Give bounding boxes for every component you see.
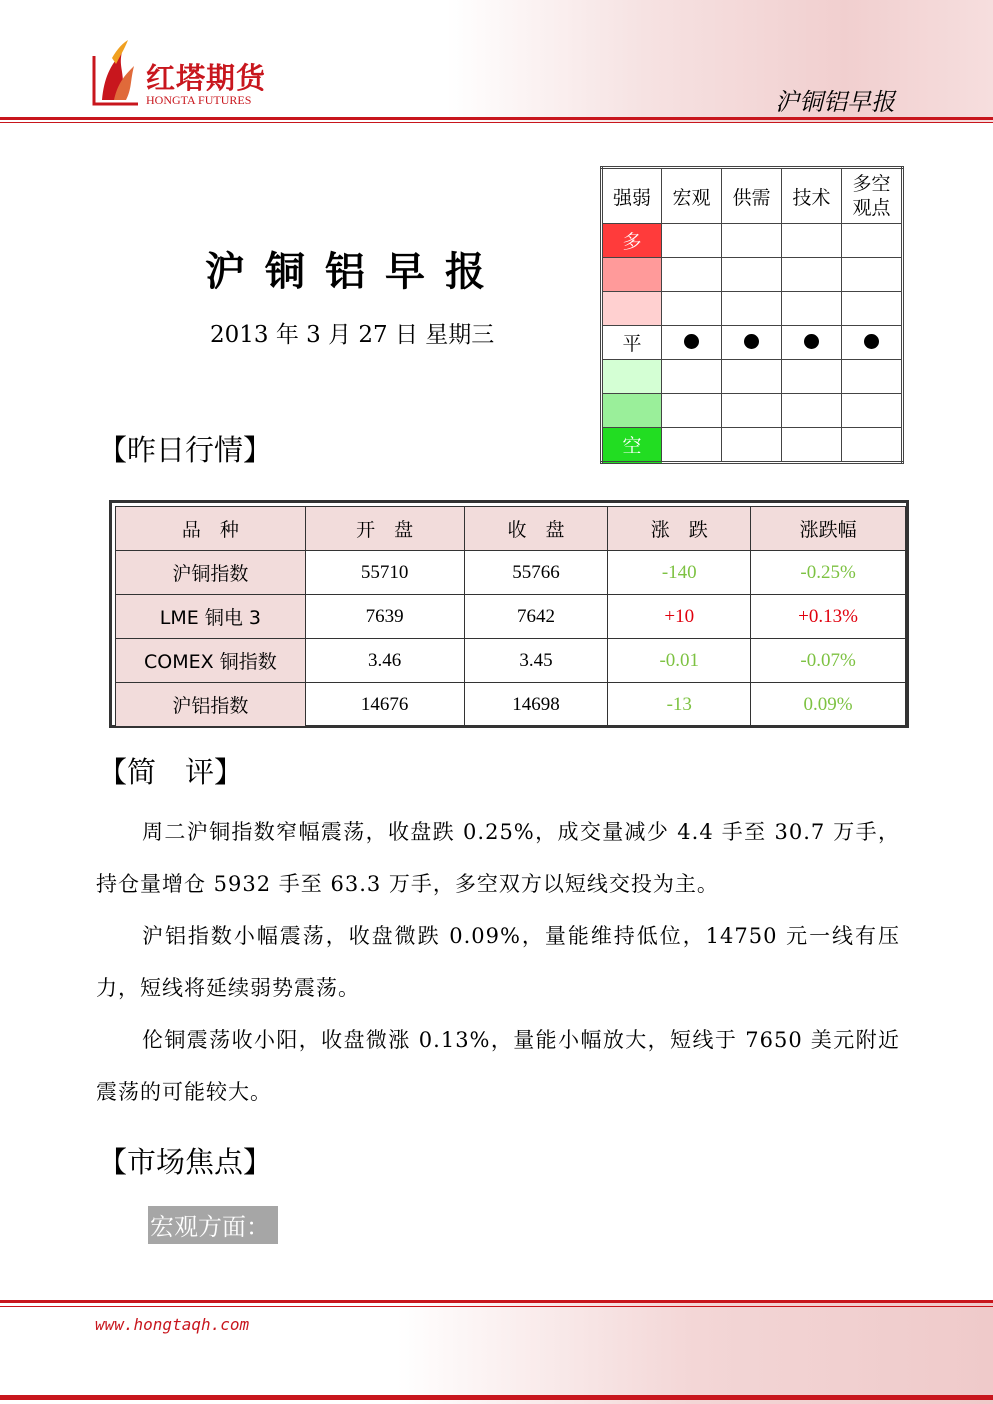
col-header-change: 涨 跌 xyxy=(608,507,751,551)
sentiment-row xyxy=(602,394,903,428)
table-row xyxy=(116,683,906,727)
row-change: -13 xyxy=(608,683,751,727)
report-title: 沪铜铝早报 xyxy=(205,249,505,295)
sentiment-header-technical: 技术 xyxy=(782,168,842,224)
sentiment-cell xyxy=(722,258,782,292)
sentiment-header-macro: 宏观 xyxy=(662,168,722,224)
market-table-header xyxy=(116,507,906,551)
sentiment-cell xyxy=(782,394,842,428)
sentiment-cell xyxy=(842,258,903,292)
sentiment-cell xyxy=(662,258,722,292)
market-table-frame xyxy=(109,500,909,728)
sentiment-header-view-line1: 多空 xyxy=(852,173,891,195)
sentiment-level-bull: 多 xyxy=(602,224,662,258)
sentiment-cell xyxy=(782,224,842,258)
header-report-title: 沪铜铝早报 xyxy=(775,88,895,116)
sentiment-cell xyxy=(722,224,782,258)
logo-flame-icon xyxy=(92,38,140,106)
section-yesterday-heading: 【昨日行情】 xyxy=(98,433,273,467)
sentiment-cell xyxy=(662,394,722,428)
comment-paragraph-lme: 伦铜震荡收小阳，收盘微涨 0.13%，量能小幅放大，短线于 7650 美元附近震荡的可能较大。 xyxy=(96,1028,900,1104)
row-name: 沪铜指数 xyxy=(116,551,306,595)
row-change: +10 xyxy=(608,595,751,639)
section-focus-heading: 【市场焦点】 xyxy=(98,1145,273,1179)
footer-divider-thin xyxy=(0,1306,993,1307)
row-close: 14698 xyxy=(464,683,608,727)
sentiment-cell xyxy=(722,428,782,463)
table-row xyxy=(116,551,906,595)
view-mark-dot xyxy=(864,334,879,349)
technical-mark-dot xyxy=(804,334,819,349)
sentiment-row-bear xyxy=(602,428,903,463)
logo-english-name: HONGTA FUTURES xyxy=(146,93,252,107)
comment-paragraph-copper: 周二沪铜指数窄幅震荡，收盘跌 0.25%，成交量减少 4.4 手至 30.7 万手，持仓量增仓 5932 手至 63.3 万手，多空双方以短线交投为主。 xyxy=(96,820,900,896)
row-pct: 0.09% xyxy=(751,683,906,727)
sentiment-header-view-line2: 观点 xyxy=(852,197,891,219)
sentiment-cell xyxy=(842,394,903,428)
row-name: LME 铜电 3 xyxy=(116,595,306,639)
sentiment-cell xyxy=(782,258,842,292)
row-name: 沪铝指数 xyxy=(116,683,306,727)
sentiment-header-strength: 强弱 xyxy=(602,168,662,224)
row-open: 7639 xyxy=(305,595,464,639)
table-row xyxy=(116,595,906,639)
sentiment-level-swatch xyxy=(602,292,662,326)
sentiment-grid xyxy=(600,166,904,464)
footer-bottom-bar xyxy=(0,1395,993,1400)
sentiment-level-neutral: 平 xyxy=(602,326,662,360)
row-open: 14676 xyxy=(305,683,464,727)
col-header-close: 收 盘 xyxy=(464,507,608,551)
sentiment-level-swatch xyxy=(602,360,662,394)
col-header-pct: 涨跌幅 xyxy=(751,507,906,551)
macro-mark-dot xyxy=(684,334,699,349)
sentiment-cell xyxy=(782,428,842,463)
row-close: 7642 xyxy=(464,595,608,639)
footer-divider xyxy=(0,1300,993,1303)
sentiment-cell xyxy=(842,360,903,394)
sentiment-cell xyxy=(662,428,722,463)
sentiment-cell xyxy=(782,326,842,360)
sentiment-cell xyxy=(782,292,842,326)
market-table xyxy=(115,506,906,727)
section-comment-heading: 【简 评】 xyxy=(98,755,244,789)
sentiment-row-bull xyxy=(602,224,903,258)
company-logo xyxy=(88,38,278,110)
logo-chinese-name: 红塔期货 xyxy=(146,61,267,95)
sentiment-cell xyxy=(842,292,903,326)
sentiment-cell xyxy=(722,326,782,360)
header-divider xyxy=(0,117,993,120)
sentiment-cell xyxy=(842,224,903,258)
row-open: 3.46 xyxy=(305,639,464,683)
sentiment-level-swatch xyxy=(602,394,662,428)
supply-mark-dot xyxy=(744,334,759,349)
table-row xyxy=(116,639,906,683)
footer-website-link[interactable]: www.hongtaqh.com xyxy=(95,1315,250,1334)
sentiment-cell xyxy=(662,326,722,360)
row-change: -140 xyxy=(608,551,751,595)
sentiment-cell xyxy=(662,224,722,258)
header-divider-thin xyxy=(0,122,993,123)
row-pct: -0.25% xyxy=(751,551,906,595)
comment-paragraph-aluminum: 沪铝指数小幅震荡，收盘微跌 0.09%，量能维持低位，14750 元一线有压力，短线将延续弱势震荡。 xyxy=(96,924,900,1000)
sentiment-row xyxy=(602,258,903,292)
sentiment-cell xyxy=(782,360,842,394)
sentiment-row xyxy=(602,292,903,326)
report-date: 2013 年 3 月 27 日 星期三 xyxy=(210,322,495,348)
sentiment-cell xyxy=(842,428,903,463)
row-close: 55766 xyxy=(464,551,608,595)
sentiment-cell xyxy=(722,360,782,394)
sentiment-header-supply: 供需 xyxy=(722,168,782,224)
row-pct: +0.13% xyxy=(751,595,906,639)
row-change: -0.01 xyxy=(608,639,751,683)
sentiment-cell xyxy=(662,360,722,394)
row-pct: -0.07% xyxy=(751,639,906,683)
row-open: 55710 xyxy=(305,551,464,595)
row-name: COMEX 铜指数 xyxy=(116,639,306,683)
sentiment-row-neutral xyxy=(602,326,903,360)
sentiment-cell xyxy=(722,394,782,428)
macro-subheading: 宏观方面： xyxy=(148,1206,278,1244)
sentiment-cell xyxy=(842,326,903,360)
col-header-open: 开 盘 xyxy=(305,507,464,551)
col-header-name: 品 种 xyxy=(116,507,306,551)
sentiment-header-view xyxy=(842,168,903,224)
sentiment-level-bear: 空 xyxy=(602,428,662,463)
sentiment-cell xyxy=(662,292,722,326)
row-close: 3.45 xyxy=(464,639,608,683)
sentiment-row xyxy=(602,360,903,394)
sentiment-cell xyxy=(722,292,782,326)
sentiment-level-swatch xyxy=(602,258,662,292)
sentiment-header-row xyxy=(602,168,903,224)
